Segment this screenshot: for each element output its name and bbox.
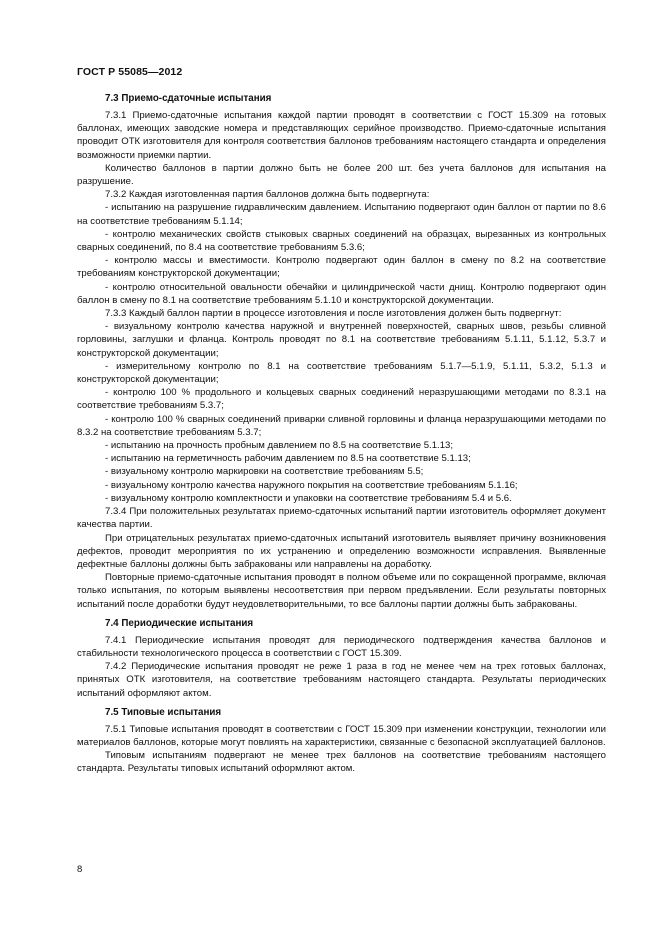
paragraph: 7.3.4 При положительных результатах приемо-сдаточных испытаний партии изготовитель оформляет документ качества партии.: [77, 506, 606, 531]
paragraph: Повторные приемо-сдаточные испытания проводят в полном объеме или по сокращенной программе, включая только испытания, по которым выявлены несоответствия при первом предъявлении. Если результаты повторных испытаний после доработки будут неудовлетворительными, то все баллоны партии должны быть забракованы.: [77, 572, 606, 610]
section-heading-7-4: 7.4 Периодические испытания: [105, 617, 254, 629]
list-item: - контролю механических свойств стыковых сварных соединений на образцах, вырезанных из контрольных сварных соединений, по 8.4 на соответствие требованиям 5.3.6;: [77, 228, 606, 254]
list-item: - испытанию на прочность пробным давлением по 8.5 на соответствие 5.1.13;: [105, 440, 454, 452]
paragraph: 7.3.3 Каждый баллон партии в процессе изготовления и после изготовления должен быть подвергнут:: [105, 308, 562, 320]
section-heading-7-5: 7.5 Типовые испытания: [105, 706, 222, 718]
list-item: - визуальному контролю качества наружной и внутренней поверхностей, сварных швов, резьбы сливной горловины, заглушки и фланца. Контроль проводят по 8.1 на соответствие требованиям 5.1.11, 5.1.12, 5.3.7 и конструкторской документации;: [77, 321, 606, 359]
list-item: - контролю массы и вместимости. Контролю подвергают один баллон в смену по 8.2 на соответствие требованиям конструкторской документации;: [77, 255, 606, 280]
section-heading-7-3: 7.3 Приемо-сдаточные испытания: [105, 93, 272, 104]
paragraph: 7.5.1 Типовые испытания проводят в соответствии с ГОСТ 15.309 при изменении конструкции, технологии или материалов баллонов, которые могут повлиять на характеристики, связанные с безопасной эксплуатацией баллонов.: [77, 723, 606, 748]
list-item: - визуальному контролю качества наружного покрытия на соответствие требованиям 5.1.16;: [105, 479, 518, 491]
paragraph: 7.4.1 Периодические испытания проводят для периодического подтверждения качества баллонов и стабильности технологического процесса в соответствии с ГОСТ 15.309.: [77, 634, 606, 659]
paragraph: 7.3.1 Приемо-сдаточные испытания каждой партии проводят в соответствии с ГОСТ 15.309 на готовых баллонах, имеющих заводские номера и представляющих серийное производство. Приемо-сдаточные испытания проводит ОТК изготовителя для контроля соответствия баллонов требованиям настоящего стандарта и определения возможности приемки партии.: [77, 110, 606, 161]
page-number: 8: [77, 864, 83, 875]
list-item: - визуальному контролю комплектности и упаковки на соответствие требованиям 5.4 и 5.6.: [105, 492, 512, 504]
document-body: [77, 92, 606, 776]
paragraph: При отрицательных результатах приемо-сдаточных испытаний изготовитель выявляет причину возникновения дефектов, проводит мероприятия по их устранению и определению возможности исправления. Выявленные дефектные баллоны должны быть забракованы или направлены на доработку.: [77, 532, 606, 570]
list-item: - визуальному контролю маркировки на соответствие требованиям 5.5;: [105, 466, 424, 478]
list-item: - испытанию на разрушение гидравлическим давлением. Испытанию подвергают один баллон от партии по 8.6 на соответствие требованиям 5.1.14;: [77, 202, 606, 227]
list-item: - контролю 100 % сварных соединений приварки сливной горловины и фланца неразрушающими методами по 8.3.2 на соответствие требованиям 5.3.7;: [77, 413, 606, 438]
paragraph: 7.4.2 Периодические испытания проводят не реже 1 раза в год не менее чем на трех готовых баллонах, принятых ОТК изготовителя, на соответствие требованиям настоящего стандарта. Результаты периодических испытаний оформляют актом.: [77, 661, 606, 699]
paragraph: Типовым испытаниям подвергают не менее трех баллонов на соответствие требованиям настоящего стандарта. Результаты типовых испытаний оформляют актом.: [77, 750, 606, 775]
paragraph: 7.3.2 Каждая изготовленная партия баллонов должна быть подвергнута:: [105, 189, 430, 201]
list-item: - испытанию на герметичность рабочим давлением по 8.5 на соответствие 5.1.13;: [105, 453, 471, 465]
list-item: - измерительному контролю по 8.1 на соответствие требованиям 5.1.7—5.1.9, 5.1.11, 5.3.2, 5.1.3 и конструкторской документации;: [77, 360, 606, 386]
list-item: - контролю относительной овальности обечайки и цилиндрической части днищ. Контролю подвергают один баллон в смену по 8.1 на соответствие требованиям 5.1.10 и конструкторской документации.: [77, 281, 606, 306]
document-header: ГОСТ Р 55085—2012: [77, 66, 183, 78]
list-item: - контролю 100 % продольного и кольцевых сварных соединений неразрушающими методами по 8.3.1 на соответствие требованиям 5.3.7;: [77, 387, 606, 412]
paragraph: Количество баллонов в партии должно быть не более 200 шт. без учета баллонов для испытания на разрушение.: [77, 162, 606, 188]
